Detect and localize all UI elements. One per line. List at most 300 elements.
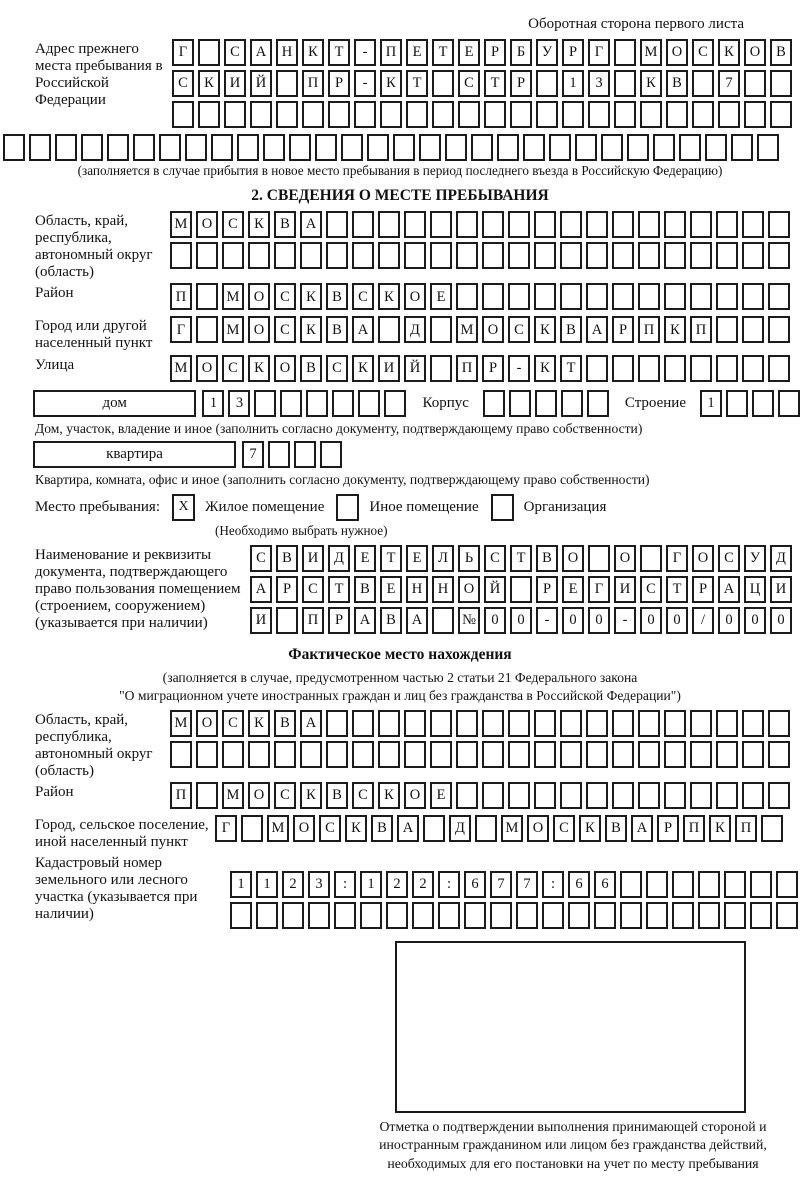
char-cell[interactable]: О	[482, 316, 504, 343]
char-cell[interactable]: О	[404, 782, 426, 809]
char-cell[interactable]: М	[640, 39, 662, 66]
apartment-type-box[interactable]: квартира	[33, 441, 236, 468]
char-cell[interactable]	[587, 390, 609, 417]
char-cell[interactable]	[509, 390, 531, 417]
char-cell[interactable]	[294, 441, 316, 468]
char-cell[interactable]	[614, 39, 636, 66]
char-cell[interactable]: Р	[657, 815, 679, 842]
char-cell[interactable]: 6	[594, 871, 616, 898]
char-cell[interactable]: К	[300, 782, 322, 809]
char-cell[interactable]: О	[248, 316, 270, 343]
char-cell[interactable]: М	[501, 815, 523, 842]
char-cell[interactable]	[768, 316, 790, 343]
char-cell[interactable]	[384, 390, 406, 417]
char-cell[interactable]: К	[709, 815, 731, 842]
char-cell[interactable]: К	[300, 283, 322, 310]
char-cell[interactable]	[612, 242, 634, 269]
char-cell[interactable]: Б	[510, 39, 532, 66]
char-cell[interactable]: 2	[282, 871, 304, 898]
char-cell[interactable]: Д	[328, 545, 350, 572]
char-cell[interactable]: Е	[562, 576, 584, 603]
char-cell[interactable]	[430, 242, 452, 269]
char-cell[interactable]	[562, 101, 584, 128]
char-cell[interactable]: М	[170, 710, 192, 737]
char-cell[interactable]: П	[170, 782, 192, 809]
char-cell[interactable]	[776, 871, 798, 898]
char-cell[interactable]	[672, 871, 694, 898]
char-cell[interactable]	[378, 741, 400, 768]
checkbox-other-premises[interactable]	[336, 494, 359, 521]
char-cell[interactable]	[508, 741, 530, 768]
char-cell[interactable]	[586, 782, 608, 809]
char-cell[interactable]	[358, 390, 380, 417]
char-cell[interactable]	[280, 390, 302, 417]
char-cell[interactable]	[692, 70, 714, 97]
char-cell[interactable]	[716, 242, 738, 269]
char-cell[interactable]: Л	[432, 545, 454, 572]
char-cell[interactable]	[664, 741, 686, 768]
char-cell[interactable]: С	[222, 710, 244, 737]
char-cell[interactable]	[438, 902, 460, 929]
char-cell[interactable]	[690, 355, 712, 382]
char-cell[interactable]	[560, 741, 582, 768]
char-cell[interactable]: :	[438, 871, 460, 898]
char-cell[interactable]: Д	[404, 316, 426, 343]
char-cell[interactable]	[664, 710, 686, 737]
char-cell[interactable]: 7	[718, 70, 740, 97]
char-cell[interactable]: О	[404, 283, 426, 310]
char-cell[interactable]	[716, 211, 738, 238]
char-cell[interactable]	[393, 134, 415, 161]
char-cell[interactable]	[419, 134, 441, 161]
char-cell[interactable]	[534, 710, 556, 737]
char-cell[interactable]	[638, 355, 660, 382]
char-cell[interactable]: Ь	[458, 545, 480, 572]
char-cell[interactable]	[726, 390, 748, 417]
char-cell[interactable]	[750, 902, 772, 929]
char-cell[interactable]	[326, 242, 348, 269]
char-cell[interactable]	[256, 902, 278, 929]
char-cell[interactable]	[640, 545, 662, 572]
char-cell[interactable]: С	[508, 316, 530, 343]
char-cell[interactable]: 0	[718, 607, 740, 634]
char-cell[interactable]	[378, 211, 400, 238]
char-cell[interactable]	[268, 441, 290, 468]
char-cell[interactable]	[614, 70, 636, 97]
char-cell[interactable]: П	[456, 355, 478, 382]
char-cell[interactable]	[761, 815, 783, 842]
char-cell[interactable]	[107, 134, 129, 161]
char-cell[interactable]: А	[250, 39, 272, 66]
char-cell[interactable]: 0	[770, 607, 792, 634]
char-cell[interactable]	[464, 902, 486, 929]
char-cell[interactable]	[560, 710, 582, 737]
char-cell[interactable]	[638, 211, 660, 238]
char-cell[interactable]	[588, 101, 610, 128]
char-cell[interactable]: Т	[484, 70, 506, 97]
char-cell[interactable]: С	[484, 545, 506, 572]
char-cell[interactable]	[742, 211, 764, 238]
char-cell[interactable]: О	[562, 545, 584, 572]
char-cell[interactable]: А	[406, 607, 428, 634]
char-cell[interactable]: Е	[406, 545, 428, 572]
char-cell[interactable]: М	[456, 316, 478, 343]
char-cell[interactable]: А	[586, 316, 608, 343]
char-cell[interactable]: С	[302, 576, 324, 603]
char-cell[interactable]: П	[690, 316, 712, 343]
char-cell[interactable]: А	[718, 576, 740, 603]
char-cell[interactable]: А	[250, 576, 272, 603]
char-cell[interactable]	[432, 101, 454, 128]
char-cell[interactable]: О	[458, 576, 480, 603]
char-cell[interactable]	[692, 101, 714, 128]
char-cell[interactable]	[263, 134, 285, 161]
char-cell[interactable]	[742, 242, 764, 269]
char-cell[interactable]	[326, 741, 348, 768]
char-cell[interactable]	[482, 211, 504, 238]
char-cell[interactable]	[3, 134, 25, 161]
char-cell[interactable]	[716, 355, 738, 382]
char-cell[interactable]	[768, 782, 790, 809]
char-cell[interactable]: П	[735, 815, 757, 842]
char-cell[interactable]: К	[248, 211, 270, 238]
char-cell[interactable]: Т	[560, 355, 582, 382]
char-cell[interactable]	[510, 101, 532, 128]
char-cell[interactable]	[430, 211, 452, 238]
char-cell[interactable]	[404, 710, 426, 737]
char-cell[interactable]: Р	[562, 39, 584, 66]
char-cell[interactable]	[716, 741, 738, 768]
char-cell[interactable]: О	[692, 545, 714, 572]
char-cell[interactable]	[744, 70, 766, 97]
char-cell[interactable]: В	[326, 316, 348, 343]
char-cell[interactable]: 7	[242, 441, 264, 468]
char-cell[interactable]	[627, 134, 649, 161]
char-cell[interactable]	[276, 70, 298, 97]
char-cell[interactable]	[664, 782, 686, 809]
char-cell[interactable]: Т	[328, 576, 350, 603]
char-cell[interactable]: Д	[770, 545, 792, 572]
char-cell[interactable]: И	[614, 576, 636, 603]
char-cell[interactable]: Г	[666, 545, 688, 572]
char-cell[interactable]	[170, 242, 192, 269]
char-cell[interactable]	[534, 211, 556, 238]
char-cell[interactable]: 2	[386, 871, 408, 898]
char-cell[interactable]	[302, 101, 324, 128]
char-cell[interactable]: У	[536, 39, 558, 66]
char-cell[interactable]: Р	[484, 39, 506, 66]
char-cell[interactable]: С	[718, 545, 740, 572]
char-cell[interactable]	[222, 741, 244, 768]
char-cell[interactable]	[354, 101, 376, 128]
char-cell[interactable]	[289, 134, 311, 161]
char-cell[interactable]: 1	[700, 390, 722, 417]
char-cell[interactable]: К	[378, 782, 400, 809]
char-cell[interactable]	[482, 782, 504, 809]
char-cell[interactable]	[549, 134, 571, 161]
char-cell[interactable]: С	[172, 70, 194, 97]
char-cell[interactable]	[352, 741, 374, 768]
char-cell[interactable]: -	[354, 39, 376, 66]
char-cell[interactable]: 0	[510, 607, 532, 634]
char-cell[interactable]: В	[536, 545, 558, 572]
char-cell[interactable]	[332, 390, 354, 417]
char-cell[interactable]	[560, 782, 582, 809]
char-cell[interactable]	[222, 242, 244, 269]
char-cell[interactable]: П	[170, 283, 192, 310]
char-cell[interactable]	[352, 211, 374, 238]
char-cell[interactable]: А	[397, 815, 419, 842]
char-cell[interactable]: П	[638, 316, 660, 343]
char-cell[interactable]	[718, 101, 740, 128]
char-cell[interactable]	[534, 242, 556, 269]
char-cell[interactable]	[750, 871, 772, 898]
char-cell[interactable]: Г	[588, 576, 610, 603]
char-cell[interactable]	[274, 242, 296, 269]
char-cell[interactable]: К	[534, 355, 556, 382]
char-cell[interactable]	[490, 902, 512, 929]
char-cell[interactable]	[690, 782, 712, 809]
char-cell[interactable]: Е	[458, 39, 480, 66]
char-cell[interactable]: Т	[666, 576, 688, 603]
char-cell[interactable]: О	[293, 815, 315, 842]
char-cell[interactable]: 7	[516, 871, 538, 898]
char-cell[interactable]: П	[302, 70, 324, 97]
char-cell[interactable]	[742, 283, 764, 310]
char-cell[interactable]	[646, 902, 668, 929]
char-cell[interactable]: Т	[406, 70, 428, 97]
char-cell[interactable]: Е	[354, 545, 376, 572]
char-cell[interactable]	[612, 211, 634, 238]
char-cell[interactable]	[29, 134, 51, 161]
char-cell[interactable]	[770, 101, 792, 128]
char-cell[interactable]	[534, 741, 556, 768]
char-cell[interactable]	[612, 355, 634, 382]
char-cell[interactable]: А	[631, 815, 653, 842]
char-cell[interactable]	[315, 134, 337, 161]
char-cell[interactable]	[456, 211, 478, 238]
char-cell[interactable]: С	[319, 815, 341, 842]
char-cell[interactable]: Р	[510, 70, 532, 97]
char-cell[interactable]: С	[326, 355, 348, 382]
char-cell[interactable]	[430, 741, 452, 768]
char-cell[interactable]	[237, 134, 259, 161]
char-cell[interactable]	[768, 710, 790, 737]
char-cell[interactable]	[471, 134, 493, 161]
char-cell[interactable]: 0	[562, 607, 584, 634]
char-cell[interactable]	[497, 134, 519, 161]
char-cell[interactable]	[770, 70, 792, 97]
char-cell[interactable]	[716, 283, 738, 310]
char-cell[interactable]: 1	[230, 871, 252, 898]
char-cell[interactable]	[482, 242, 504, 269]
char-cell[interactable]	[731, 134, 753, 161]
char-cell[interactable]	[406, 101, 428, 128]
char-cell[interactable]	[768, 741, 790, 768]
char-cell[interactable]	[248, 741, 270, 768]
char-cell[interactable]: А	[300, 710, 322, 737]
char-cell[interactable]	[423, 815, 445, 842]
char-cell[interactable]: М	[222, 283, 244, 310]
char-cell[interactable]: 7	[490, 871, 512, 898]
char-cell[interactable]: В	[274, 710, 296, 737]
char-cell[interactable]: В	[605, 815, 627, 842]
checkbox-organization[interactable]	[491, 494, 514, 521]
char-cell[interactable]	[484, 101, 506, 128]
char-cell[interactable]	[586, 710, 608, 737]
char-cell[interactable]	[716, 782, 738, 809]
char-cell[interactable]	[352, 710, 374, 737]
char-cell[interactable]: /	[692, 607, 714, 634]
char-cell[interactable]	[601, 134, 623, 161]
char-cell[interactable]	[768, 211, 790, 238]
char-cell[interactable]: К	[534, 316, 556, 343]
char-cell[interactable]	[757, 134, 779, 161]
char-cell[interactable]	[612, 741, 634, 768]
char-cell[interactable]: С	[352, 782, 374, 809]
char-cell[interactable]: Г	[170, 316, 192, 343]
char-cell[interactable]	[664, 211, 686, 238]
char-cell[interactable]	[535, 390, 557, 417]
char-cell[interactable]	[768, 242, 790, 269]
char-cell[interactable]: Н	[276, 39, 298, 66]
char-cell[interactable]	[404, 211, 426, 238]
char-cell[interactable]: В	[666, 70, 688, 97]
char-cell[interactable]	[638, 782, 660, 809]
char-cell[interactable]: Т	[432, 39, 454, 66]
char-cell[interactable]	[742, 741, 764, 768]
char-cell[interactable]: С	[274, 782, 296, 809]
char-cell[interactable]: С	[250, 545, 272, 572]
char-cell[interactable]	[612, 782, 634, 809]
char-cell[interactable]	[378, 316, 400, 343]
char-cell[interactable]	[534, 283, 556, 310]
char-cell[interactable]: М	[170, 355, 192, 382]
char-cell[interactable]	[196, 316, 218, 343]
char-cell[interactable]: М	[222, 782, 244, 809]
char-cell[interactable]	[248, 242, 270, 269]
char-cell[interactable]: О	[666, 39, 688, 66]
char-cell[interactable]: №	[458, 607, 480, 634]
char-cell[interactable]: 0	[588, 607, 610, 634]
char-cell[interactable]: Й	[404, 355, 426, 382]
char-cell[interactable]	[752, 390, 774, 417]
char-cell[interactable]: К	[664, 316, 686, 343]
char-cell[interactable]: К	[718, 39, 740, 66]
char-cell[interactable]: К	[352, 355, 374, 382]
char-cell[interactable]: В	[276, 545, 298, 572]
char-cell[interactable]	[508, 710, 530, 737]
char-cell[interactable]	[724, 902, 746, 929]
char-cell[interactable]	[588, 545, 610, 572]
char-cell[interactable]: 1	[562, 70, 584, 97]
char-cell[interactable]	[404, 741, 426, 768]
char-cell[interactable]: К	[198, 70, 220, 97]
char-cell[interactable]: Р	[692, 576, 714, 603]
char-cell[interactable]: К	[248, 355, 270, 382]
char-cell[interactable]: 2	[412, 871, 434, 898]
char-cell[interactable]	[690, 741, 712, 768]
char-cell[interactable]: -	[614, 607, 636, 634]
char-cell[interactable]	[690, 710, 712, 737]
char-cell[interactable]	[360, 902, 382, 929]
char-cell[interactable]: В	[326, 782, 348, 809]
char-cell[interactable]: И	[378, 355, 400, 382]
char-cell[interactable]	[508, 211, 530, 238]
char-cell[interactable]	[620, 902, 642, 929]
char-cell[interactable]	[282, 902, 304, 929]
char-cell[interactable]	[638, 283, 660, 310]
char-cell[interactable]: О	[527, 815, 549, 842]
char-cell[interactable]	[456, 710, 478, 737]
char-cell[interactable]	[508, 242, 530, 269]
char-cell[interactable]: Г	[215, 815, 237, 842]
char-cell[interactable]	[341, 134, 363, 161]
char-cell[interactable]	[133, 134, 155, 161]
char-cell[interactable]	[560, 211, 582, 238]
char-cell[interactable]: Т	[510, 545, 532, 572]
char-cell[interactable]: 0	[484, 607, 506, 634]
char-cell[interactable]: К	[640, 70, 662, 97]
char-cell[interactable]: С	[222, 211, 244, 238]
checkbox-residential[interactable]: X	[172, 494, 195, 521]
char-cell[interactable]	[716, 316, 738, 343]
char-cell[interactable]	[185, 134, 207, 161]
char-cell[interactable]	[640, 101, 662, 128]
char-cell[interactable]	[276, 607, 298, 634]
char-cell[interactable]	[586, 211, 608, 238]
char-cell[interactable]: Г	[588, 39, 610, 66]
char-cell[interactable]	[560, 283, 582, 310]
char-cell[interactable]: С	[224, 39, 246, 66]
char-cell[interactable]	[300, 242, 322, 269]
char-cell[interactable]	[386, 902, 408, 929]
char-cell[interactable]	[230, 902, 252, 929]
char-cell[interactable]: С	[640, 576, 662, 603]
char-cell[interactable]	[274, 741, 296, 768]
char-cell[interactable]	[170, 741, 192, 768]
char-cell[interactable]	[638, 242, 660, 269]
char-cell[interactable]	[646, 871, 668, 898]
char-cell[interactable]: С	[222, 355, 244, 382]
char-cell[interactable]: Н	[406, 576, 428, 603]
char-cell[interactable]	[742, 782, 764, 809]
char-cell[interactable]	[483, 390, 505, 417]
char-cell[interactable]	[211, 134, 233, 161]
char-cell[interactable]	[653, 134, 675, 161]
char-cell[interactable]	[241, 815, 263, 842]
char-cell[interactable]: В	[274, 211, 296, 238]
char-cell[interactable]: Е	[380, 576, 402, 603]
char-cell[interactable]: 0	[640, 607, 662, 634]
char-cell[interactable]	[742, 355, 764, 382]
char-cell[interactable]: О	[196, 211, 218, 238]
char-cell[interactable]: :	[334, 871, 356, 898]
char-cell[interactable]	[523, 134, 545, 161]
char-cell[interactable]: А	[354, 607, 376, 634]
char-cell[interactable]: 1	[360, 871, 382, 898]
char-cell[interactable]: Е	[430, 782, 452, 809]
char-cell[interactable]	[508, 782, 530, 809]
char-cell[interactable]	[768, 355, 790, 382]
char-cell[interactable]: 6	[464, 871, 486, 898]
char-cell[interactable]	[561, 390, 583, 417]
char-cell[interactable]: Т	[328, 39, 350, 66]
char-cell[interactable]	[679, 134, 701, 161]
char-cell[interactable]	[224, 101, 246, 128]
char-cell[interactable]: В	[770, 39, 792, 66]
char-cell[interactable]: Р	[482, 355, 504, 382]
